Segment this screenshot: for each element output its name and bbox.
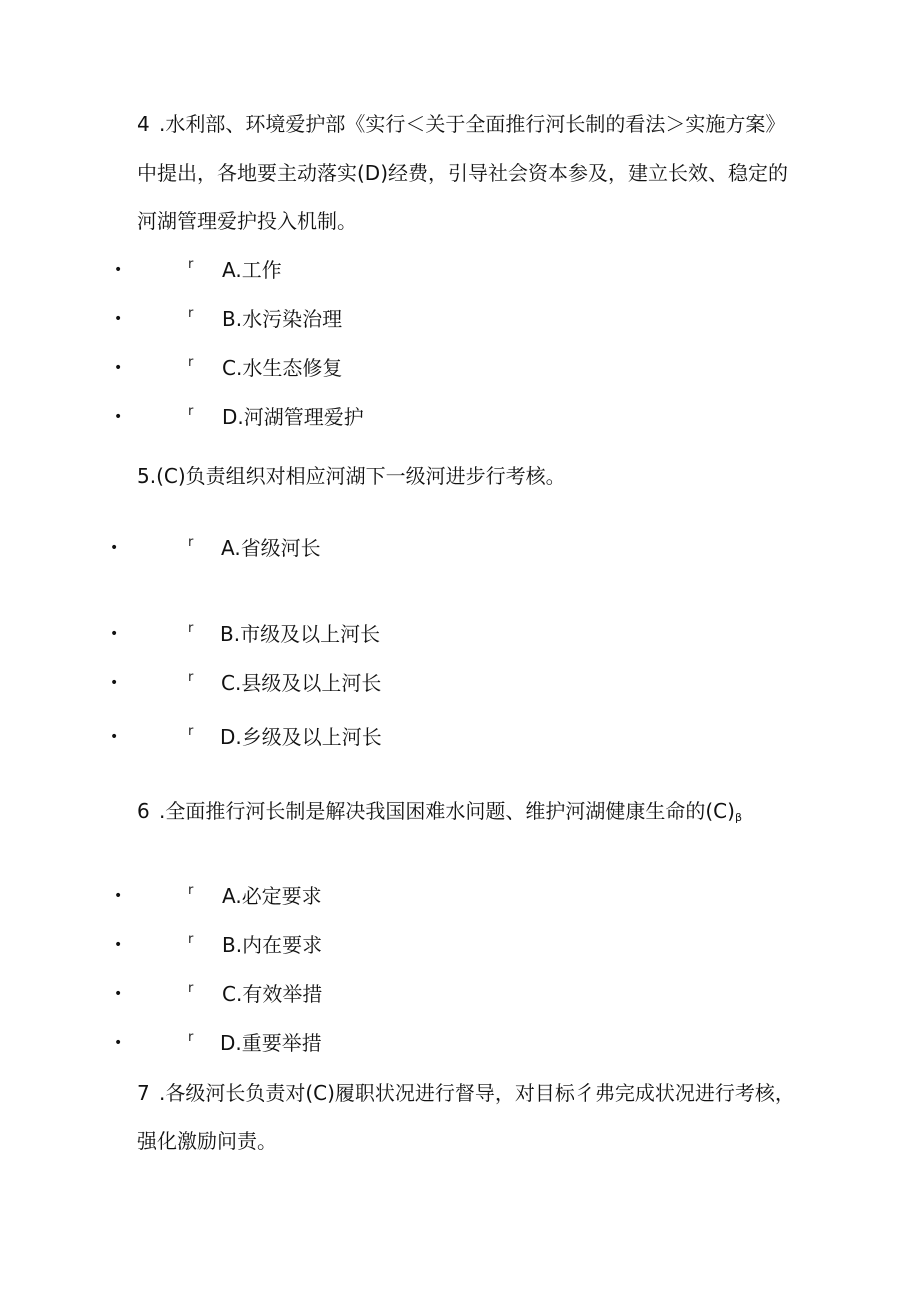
question-number: 4 <box>137 112 150 136</box>
option-label: B.内在要求 <box>222 933 323 957</box>
option-row[interactable] <box>0 536 700 560</box>
option-label: B.水污染治理 <box>222 307 343 331</box>
radio-button-icon[interactable]: r <box>188 306 194 321</box>
option-label: A.省级河长 <box>221 536 321 560</box>
question-text: .全面推行河长制是解决我国困难水问题、维护河湖健康生命的(C) <box>159 799 735 823</box>
radio-button-icon[interactable]: r <box>188 932 194 947</box>
bullet-icon: • <box>114 409 123 425</box>
question-7-line-2: 强化激励问责。 <box>137 1129 277 1153</box>
option-row[interactable] <box>0 671 700 695</box>
option-label: A.工作 <box>222 258 282 282</box>
option-row[interactable] <box>0 933 700 957</box>
option-label: C.水生态修复 <box>222 356 343 380</box>
radio-button-icon[interactable]: r <box>188 883 194 898</box>
radio-button-icon[interactable]: r <box>188 535 194 550</box>
bullet-icon: • <box>110 540 119 556</box>
question-number: 7 <box>137 1081 150 1105</box>
bullet-icon: • <box>114 311 123 327</box>
question-5-line-1: 5.(C)负责组织对相应河湖下一级河进步行考核。 <box>137 464 566 488</box>
question-6-line-1 <box>137 799 742 830</box>
bullet-icon: • <box>110 626 119 642</box>
option-label: D.乡级及以上河长 <box>220 725 382 749</box>
bullet-icon: • <box>114 262 123 278</box>
question-text: .各级河长负责对(C)履职状况进行督导，对目标彳弗完成状况进行考核， <box>159 1081 795 1105</box>
question-4-line-3: 河湖管理爱护投入机制。 <box>137 209 357 233</box>
option-row[interactable] <box>0 725 700 749</box>
radio-button-icon[interactable]: r <box>188 981 194 996</box>
option-label: D.河湖管理爱护 <box>222 405 364 429</box>
bullet-icon: • <box>114 937 123 953</box>
option-label: D.重要举措 <box>220 1031 322 1055</box>
bullet-icon: • <box>114 360 123 376</box>
question-4-line-1 <box>137 112 785 136</box>
radio-button-icon[interactable]: r <box>188 355 194 370</box>
radio-button-icon[interactable]: r <box>188 404 194 419</box>
question-number: 6 <box>137 799 150 823</box>
option-row[interactable] <box>0 622 700 646</box>
bullet-icon: • <box>114 986 123 1002</box>
option-row[interactable] <box>0 258 700 282</box>
option-row[interactable] <box>0 982 700 1006</box>
option-row[interactable] <box>0 1031 700 1055</box>
radio-button-icon[interactable]: r <box>188 257 194 272</box>
radio-button-icon[interactable]: r <box>188 724 194 739</box>
bullet-icon: • <box>114 1035 123 1051</box>
radio-button-icon[interactable]: r <box>188 670 194 685</box>
question-7-line-1 <box>137 1081 795 1105</box>
bullet-icon: • <box>114 888 123 904</box>
bullet-icon: • <box>110 729 119 745</box>
question-4-line-2: 中提出，各地要主动落实(D)经费，引导社会资本参及，建立长效、稳定的 <box>137 161 789 185</box>
option-label: C.有效举措 <box>222 982 323 1006</box>
option-row[interactable] <box>0 884 700 908</box>
radio-button-icon[interactable]: r <box>188 1030 194 1045</box>
option-label: A.必定要求 <box>222 884 322 908</box>
option-row[interactable] <box>0 356 700 380</box>
radio-button-icon[interactable]: r <box>188 621 194 636</box>
bullet-icon: • <box>110 675 119 691</box>
option-label: C.县级及以上河长 <box>221 671 382 695</box>
option-label: B.市级及以上河长 <box>220 622 381 646</box>
question-text: .水利部、环境爱护部《实行＜关于全面推行河长制的看法＞实施方案》 <box>159 112 786 136</box>
option-row[interactable] <box>0 405 700 429</box>
option-row[interactable] <box>0 307 700 331</box>
question-suffix: β <box>734 811 742 824</box>
